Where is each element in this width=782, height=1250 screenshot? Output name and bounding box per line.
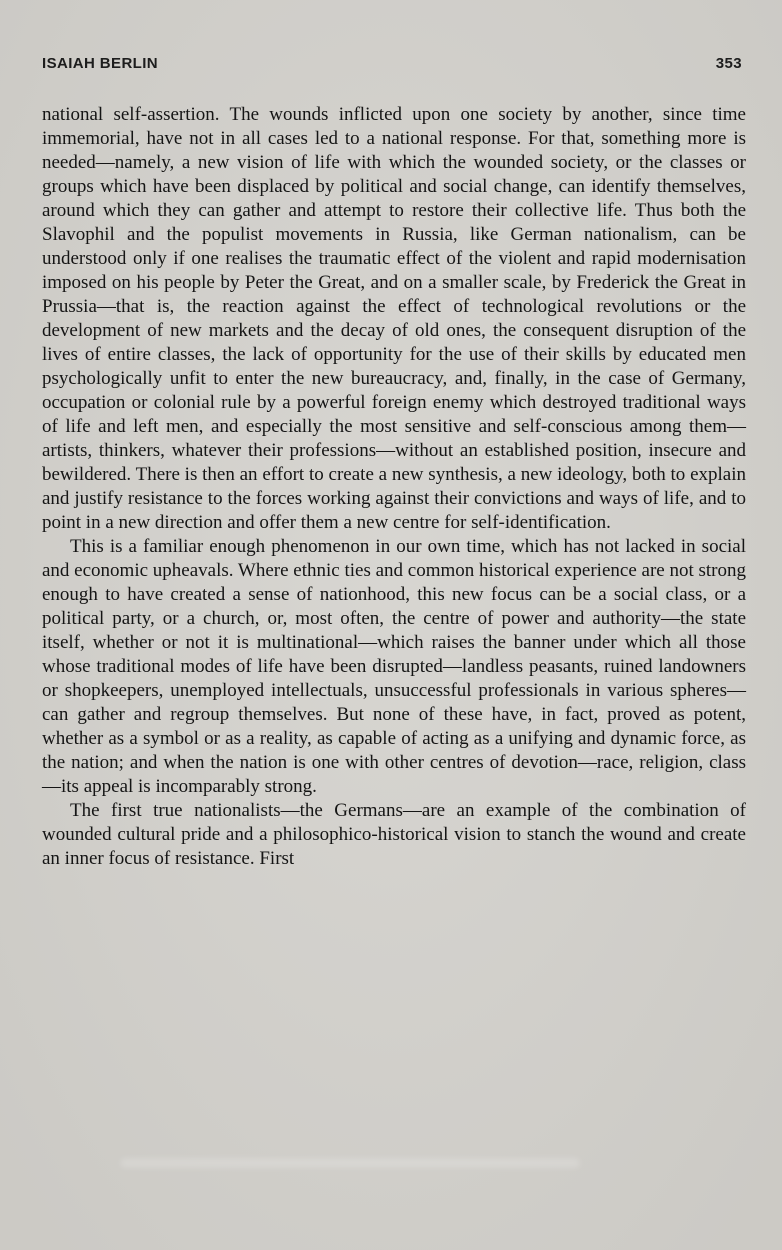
page-number: 353 — [715, 55, 742, 72]
scan-artifact — [120, 1158, 580, 1168]
running-head-author: ISAIAH BERLIN — [42, 55, 159, 72]
running-header — [0, 0, 782, 72]
body-text — [42, 103, 746, 871]
paragraph-3: The first true nationalists—the Germans—are an example of the combination of wounded cultural pride and a philosophico-historical vision to stanch the wound and create an inner focus of resistance. First — [42, 800, 746, 869]
paragraph-1: national self-assertion. The wounds inflicted upon one society by another, since time immemorial, have not in all cases led to a national response. For that, something more is needed—namely, a new vision of life with which the wounded society, or the classes or groups which have been displaced by political and social change, can identify themselves, around which they can gather and attempt to restore their collective life. Thus both the Slavophil and the populist movements in Russia, like German nationalism, can be understood only if one realises the traumatic effect of the violent and rapid modernisation imposed on his people by Peter the Great, and on a smaller scale, by Frederick the Great in Prussia—that is, the reaction against the effect of technological revolutions or the development of new markets and the decay of old ones, the consequent disruption of the lives of entire classes, the lack of opportunity for the use of their skills by educated men psychologically unfit to enter the new bureaucracy, and, finally, in the case of Germany, occupation or colonial rule by a powerful foreign enemy which destroyed traditional ways of life and left men, and especially the most sensitive and self-conscious among them—artists, thinkers, whatever their professions—without an established position, insecure and bewildered. There is then an effort to create a new synthesis, a new ideology, both to explain and justify resistance to the forces working against their convictions and ways of life, and to point in a new direction and offer them a new centre for self-identification. — [42, 104, 746, 533]
paragraph-2: This is a familiar enough phenomenon in our own time, which has not lacked in social and economic upheavals. Where ethnic ties and common historical experience are not strong enough to have created a sense of nationhood, this new focus can be a social class, or a political party, or a church, or, most often, the centre of power and authority—the state itself, whether or not it is multinational—which raises the banner under which all those whose traditional modes of life have been disrupted—landless peasants, ruined landowners or shopkeepers, unemployed intellectuals, unsuccessful professionals in various spheres—can gather and regroup themselves. But none of these have, in fact, proved as potent, whether as a symbol or as a reality, as capable of acting as a unifying and dynamic force, as the nation; and when the nation is one with other centres of devotion—race, religion, class—its appeal is incomparably strong. — [42, 536, 746, 797]
